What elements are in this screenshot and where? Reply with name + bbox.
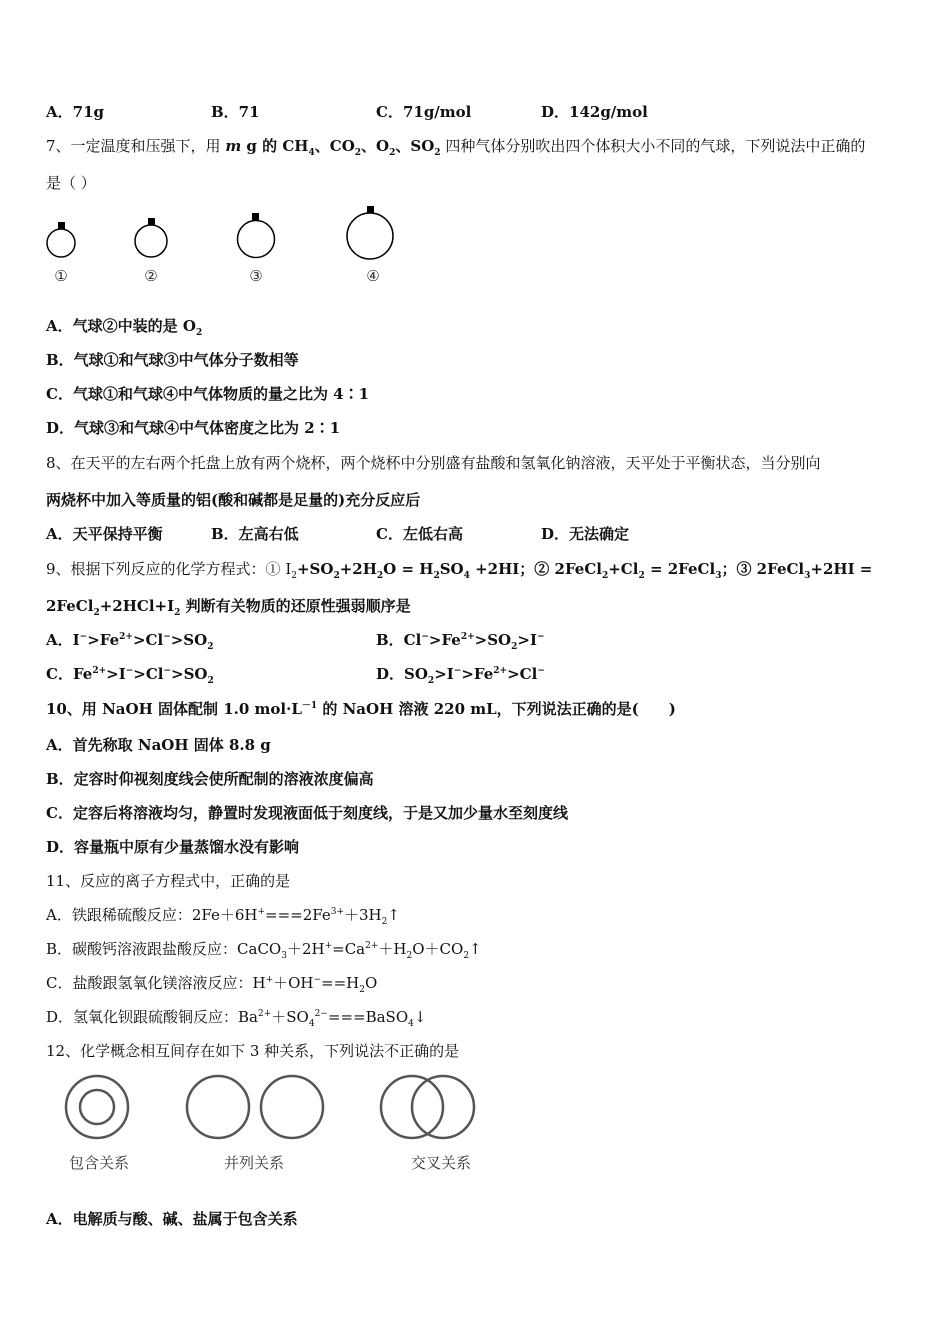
q9-option-c: C．$Fe^{2+}>I^->Cl^->SO_2$ (46, 665, 214, 686)
q9-stem: 9、根据下列反应的化学方程式：① $I_2+SO_2+2H_2O = H_2SO_4 +2HI$；② $2FeCl_2+Cl_2$ = 2FeCl$_3$；③ 2FeCl$_3$+2HI = (46, 560, 873, 581)
q7-option-d: D．气球③和气球④中气体密度之比为 2∶1 (46, 419, 341, 437)
q10-option-c: C．定容后将溶液均匀，静置时发现液面低于刻度线，于是又加少量水至刻度线 (46, 804, 568, 822)
q8-option-c: C．左低右高 (376, 525, 463, 543)
q7-stem-line2: 是（ ） (46, 174, 96, 192)
q10-stem: 10、用 NaOH 固体配制 1.0 $mol\cdot L^{-1}$ 的 NaOH 溶液 220 mL，下列说法正确的是( ) (46, 700, 676, 718)
q9-option-d: D．$SO_2>I^->Fe^{2+}>Cl^-$ (376, 665, 545, 686)
q11-stem: 11、反应的离子方程式中，正确的是 (46, 872, 291, 890)
containment-diagram (66, 1076, 128, 1138)
q10-option-a: A．首先称取 NaOH 固体 8.8 g (46, 736, 271, 754)
balloon-3 (238, 213, 275, 258)
q8-option-b: B．左高右低 (211, 525, 299, 543)
balloon-2 (135, 218, 167, 257)
q10-option-d: D．容量瓶中原有少量蒸馏水没有影响 (46, 838, 300, 856)
q6-option-a: A．71g (46, 103, 105, 121)
q7-stem: 7、一定温度和压强下，用 m g 的 $CH_4$、$CO_2$、$O_2$、$SO_2$ 四种气体分别吹出四个体积大小不同的气球，下列说法中正确的 (46, 137, 866, 158)
caption-intersection: 交叉关系 (410, 1154, 472, 1172)
balloon-1 (47, 222, 75, 257)
intersection-diagram (381, 1076, 474, 1138)
q11-option-a: A．铁跟稀硫酸反应：$2Fe+6H^+===2Fe^{3+}+3H_2↑$ (46, 906, 400, 927)
caption-parallel: 并列关系 (223, 1154, 285, 1172)
parallel-diagram (187, 1076, 323, 1138)
balloon-label-1: ① (54, 267, 68, 285)
balloon-4 (347, 206, 393, 259)
q12-option-a: A．电解质与酸、碱、盐属于包含关系 (46, 1210, 298, 1228)
q8-stem-line2: 两烧杯中加入等质量的铝(酸和碱都是足量的)充分反应后 (46, 491, 421, 509)
q7-option-a: A．气球②中装的是 $O_2$ (46, 317, 203, 338)
q6-option-d: D．142g/mol (541, 103, 648, 121)
q10-option-b: B．定容时仰视刻度线会使所配制的溶液浓度偏高 (46, 770, 374, 788)
q6-option-c: C．71g/mol (376, 103, 472, 121)
q11-option-b: B．碳酸钙溶液跟盐酸反应：$CaCO_3+2H^+=Ca^{2+}+H_2O+CO_2↑$ (46, 940, 482, 961)
q9-stem-line2: $2FeCl_2+2HCl+I_2$ 判断有关物质的还原性强弱顺序是 (46, 597, 411, 618)
q11-option-d: D．氢氧化钡跟硫酸铜反应：$Ba^{2+}+SO_4^{2-}===BaSO_4↓$ (46, 1008, 427, 1029)
q8-stem: 8、在天平的左右两个托盘上放有两个烧杯，两个烧杯中分别盛有盐酸和氢氧化钠溶液，天平处于平衡状态，当分别向 (46, 454, 821, 472)
q12-relations-figure (40, 1065, 500, 1180)
q9-option-a: A．$I^->Fe^{2+}>Cl^->SO_2$ (46, 631, 214, 652)
balloon-label-2: ② (144, 267, 158, 285)
q8-option-a: A．天平保持平衡 (46, 525, 163, 543)
q8-option-d: D．无法确定 (541, 525, 630, 543)
q7-balloons-figure (40, 200, 410, 290)
q11-option-c: C．盐酸跟氢氧化镁溶液反应：$H^++OH^-==H_2O$ (46, 974, 378, 995)
q7-option-c: C．气球①和气球④中气体物质的量之比为 4∶1 (46, 385, 370, 403)
q6-option-b: B．71 (211, 103, 260, 121)
balloon-label-3: ③ (249, 267, 263, 285)
balloon-label-4: ④ (366, 267, 380, 285)
caption-containment: 包含关系 (68, 1154, 130, 1172)
q7-option-b: B．气球①和气球③中气体分子数相等 (46, 351, 299, 369)
q12-stem: 12、化学概念相互间存在如下 3 种关系，下列说法不正确的是 (46, 1042, 460, 1060)
q9-option-b: B．$Cl^->Fe^{2+}>SO_2>I^-$ (376, 631, 545, 652)
